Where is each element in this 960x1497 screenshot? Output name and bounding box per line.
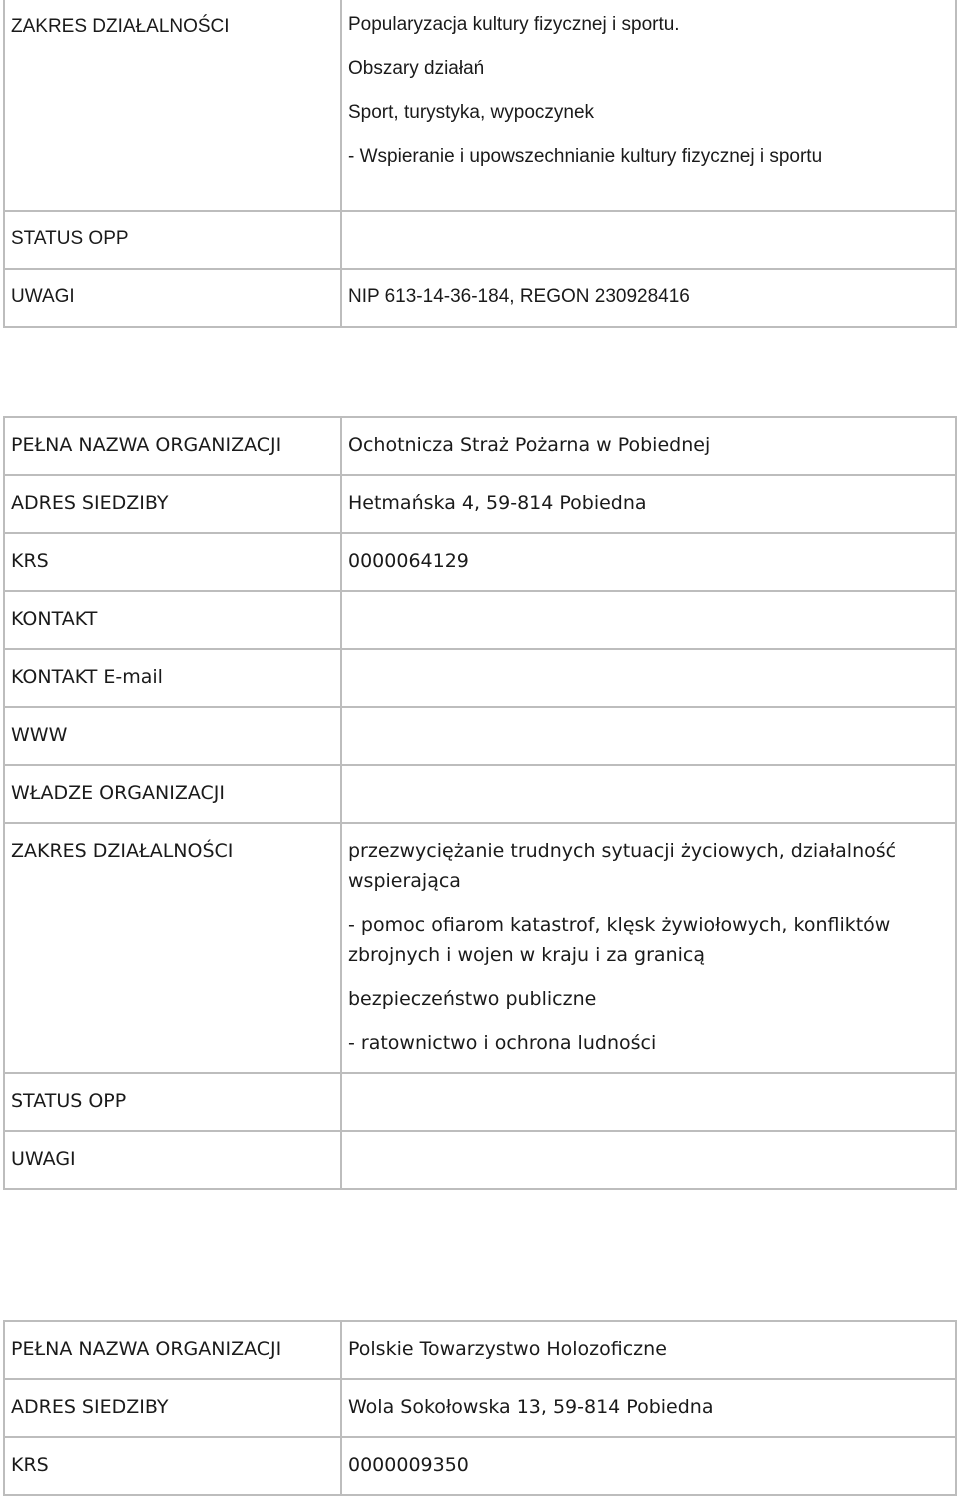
www-value	[341, 707, 956, 765]
kontakt-value	[341, 591, 956, 649]
uwagi-label: UWAGI	[4, 1131, 341, 1189]
row-zakres	[4, 0, 956, 211]
row-www	[4, 707, 956, 765]
uwagi-label: UWAGI	[4, 269, 341, 327]
row-krs	[4, 533, 956, 591]
krs-value: 0000064129	[341, 533, 956, 591]
kontakt-label: KONTAKT	[4, 591, 341, 649]
zakres-line: Popularyzacja kultury fizycznej i sportu.	[348, 14, 680, 35]
uwagi-value	[341, 1131, 956, 1189]
krs-value: 0000009350	[341, 1437, 956, 1495]
krs-label: KRS	[4, 533, 341, 591]
zakres-value	[341, 0, 956, 211]
status-label: STATUS OPP	[4, 1073, 341, 1131]
nazwa-value: Polskie Towarzystwo Holozoficzne	[341, 1321, 956, 1379]
status-value	[341, 211, 956, 269]
krs-label: KRS	[4, 1437, 341, 1495]
uwagi-value: NIP 613-14-36-184, REGON 230928416	[341, 269, 956, 327]
row-adres	[4, 475, 956, 533]
wladze-value	[341, 765, 956, 823]
nazwa-value: Ochotnicza Straż Pożarna w Pobiednej	[341, 417, 956, 475]
zakres-line: bezpieczeństwo publiczne	[348, 988, 597, 1010]
organization-table-2	[3, 416, 957, 1190]
adres-label: ADRES SIEDZIBY	[4, 1379, 341, 1437]
row-nazwa	[4, 1321, 956, 1379]
row-adres	[4, 1379, 956, 1437]
organization-table-1	[3, 0, 957, 328]
row-uwagi	[4, 1131, 956, 1189]
row-wladze	[4, 765, 956, 823]
row-status-opp	[4, 1073, 956, 1131]
row-krs	[4, 1437, 956, 1495]
email-value	[341, 649, 956, 707]
wladze-label: WŁADZE ORGANIZACJI	[4, 765, 341, 823]
row-kontakt	[4, 591, 956, 649]
adres-label: ADRES SIEDZIBY	[4, 475, 341, 533]
row-zakres	[4, 823, 956, 1073]
zakres-label: ZAKRES DZIAŁALNOŚCI	[4, 0, 341, 211]
organization-table-3	[3, 1320, 957, 1496]
www-label: WWW	[4, 707, 341, 765]
row-uwagi	[4, 269, 956, 327]
zakres-line: przezwyciężanie trudnych sytuacji życiowych, działalność wspierająca	[348, 840, 897, 892]
nazwa-label: PEŁNA NAZWA ORGANIZACJI	[4, 417, 341, 475]
zakres-line: Sport, turystyka, wypoczynek	[348, 102, 595, 123]
nazwa-label: PEŁNA NAZWA ORGANIZACJI	[4, 1321, 341, 1379]
row-status-opp	[4, 211, 956, 269]
row-nazwa	[4, 417, 956, 475]
adres-value: Wola Sokołowska 13, 59-814 Pobiedna	[341, 1379, 956, 1437]
email-label: KONTAKT E-mail	[4, 649, 341, 707]
status-value	[341, 1073, 956, 1131]
row-kontakt-email	[4, 649, 956, 707]
zakres-line: - Wspieranie i upowszechnianie kultury fizycznej i sportu	[348, 146, 823, 167]
zakres-line: Obszary działań	[348, 58, 485, 79]
status-label: STATUS OPP	[4, 211, 341, 269]
zakres-label: ZAKRES DZIAŁALNOŚCI	[4, 823, 341, 1073]
zakres-line: - ratownictwo i ochrona ludności	[348, 1032, 657, 1054]
zakres-line: - pomoc ofiarom katastrof, klęsk żywiołowych, konfliktów zbrojnych i wojen w kraju i za granicą	[348, 914, 891, 966]
adres-value: Hetmańska 4, 59-814 Pobiedna	[341, 475, 956, 533]
zakres-value	[341, 823, 956, 1073]
